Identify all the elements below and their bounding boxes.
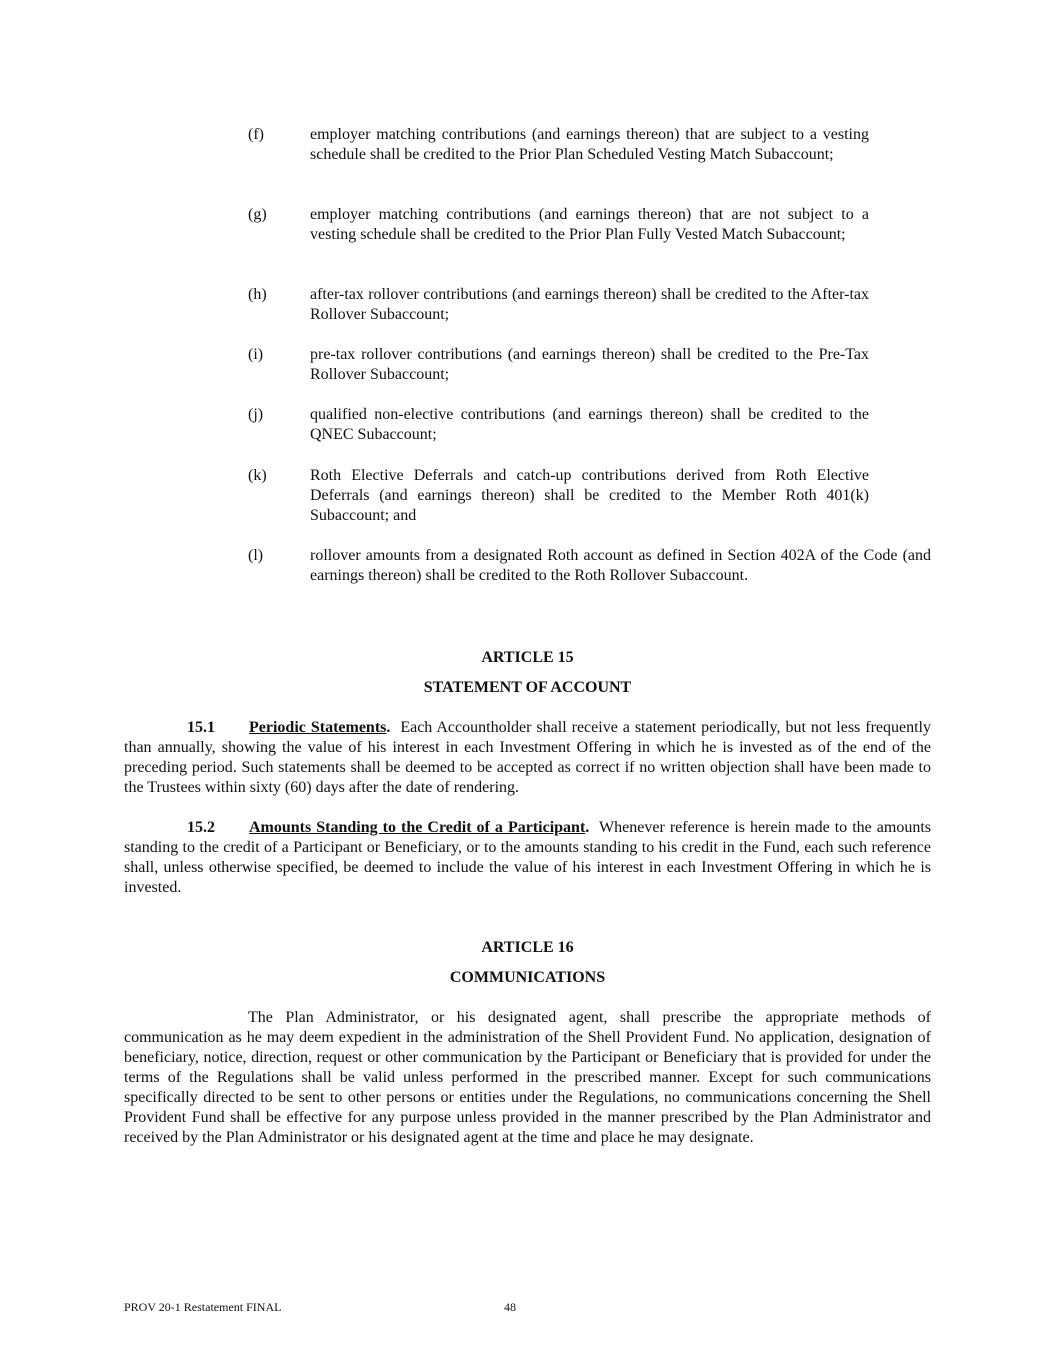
article-15-number: ARTICLE 15 — [481, 649, 574, 666]
list-text: rollover amounts from a designated Roth account as defined in Section 402A of the Code (and earnings thereon) shall be credited to the Roth Rollover Subaccount. — [310, 547, 931, 584]
section-title: Periodic Statements — [249, 719, 387, 736]
list-text: after-tax rollover contributions (and earnings thereon) shall be credited to the After-tax Rollover Subaccount; — [310, 286, 869, 323]
list-marker: (k) — [248, 467, 267, 484]
list-marker: (f) — [248, 126, 264, 143]
section-number: 15.2 — [187, 819, 215, 836]
article-16-number: ARTICLE 16 — [481, 939, 574, 956]
list-marker: (j) — [248, 406, 264, 423]
section-15-2 — [124, 818, 931, 898]
footer-doc-id: PROV 20-1 Restatement FINAL — [124, 1300, 282, 1314]
list-marker: (l) — [248, 547, 264, 564]
article-16-title: COMMUNICATIONS — [449, 969, 606, 986]
list-text: Roth Elective Deferrals and catch-up contributions derived from Roth Elective Deferrals (and earnings thereon) shall be credited to the Member Roth 401(k) Subaccount; and — [310, 467, 869, 524]
section-title: Amounts Standing to the Credit of a Participant — [249, 819, 586, 836]
article-15-title: STATEMENT OF ACCOUNT — [423, 679, 632, 696]
list-text: employer matching contributions (and earnings thereon) that are subject to a vesting schedule shall be credited to the Prior Plan Scheduled Vesting Match Subaccount; — [310, 126, 869, 163]
section-title-period: . — [585, 819, 590, 836]
section-title-period: . — [386, 719, 391, 736]
section-body: Whenever reference is herein made to the amounts standing to the credit of a Participant or Beneficiary, or to the amounts standing to his credit in the Fund, each such reference shall, unless otherwise specified, be deemed to include the value of his interest in each Investment Offering in which he is invested. — [124, 819, 931, 896]
list-text: employer matching contributions (and earnings thereon) that are not subject to a vesting schedule shall be credited to the Prior Plan Fully Vested Match Subaccount; — [310, 206, 869, 243]
section-body: Each Accountholder shall receive a statement periodically, but not less frequently than annually, showing the value of his interest in each Investment Offering in which he is invested as of the end of the preceding period. Such statements shall be deemed to be accepted as correct if no written objection shall have been made to the Trustees within sixty (60) days after the date of rendering. — [124, 719, 931, 796]
list-text: qualified non-elective contributions (and earnings thereon) shall be credited to the QNEC Subaccount; — [310, 406, 869, 443]
section-15-1 — [124, 718, 931, 798]
paragraph-body: The Plan Administrator, or his designated agent, shall prescribe the appropriate methods of communication as he may deem expedient in the administration of the Shell Provident Fund. No application, designation of beneficiary, notice, direction, request or other communication by the Participant or Beneficiary that is provided for under the terms of the Regulations shall be valid unless performed in the prescribed manner. Except for such communications specifically directed to be sent to other persons or entities under the Regulations, no communications concerning the Shell Provident Fund shall be effective for any purpose unless provided in the manner prescribed by the Plan Administrator and received by the Plan Administrator or his designated agent at the time and place he may designate. — [124, 1009, 931, 1146]
list-marker: (g) — [248, 206, 267, 223]
list-marker: (i) — [248, 346, 264, 363]
list-marker: (h) — [248, 286, 267, 303]
list-text: pre-tax rollover contributions (and earnings thereon) shall be credited to the Pre-Tax Rollover Subaccount; — [310, 346, 869, 383]
article-16-paragraph — [124, 1008, 931, 1148]
section-number: 15.1 — [187, 719, 215, 736]
footer-page-number: 48 — [504, 1300, 516, 1314]
